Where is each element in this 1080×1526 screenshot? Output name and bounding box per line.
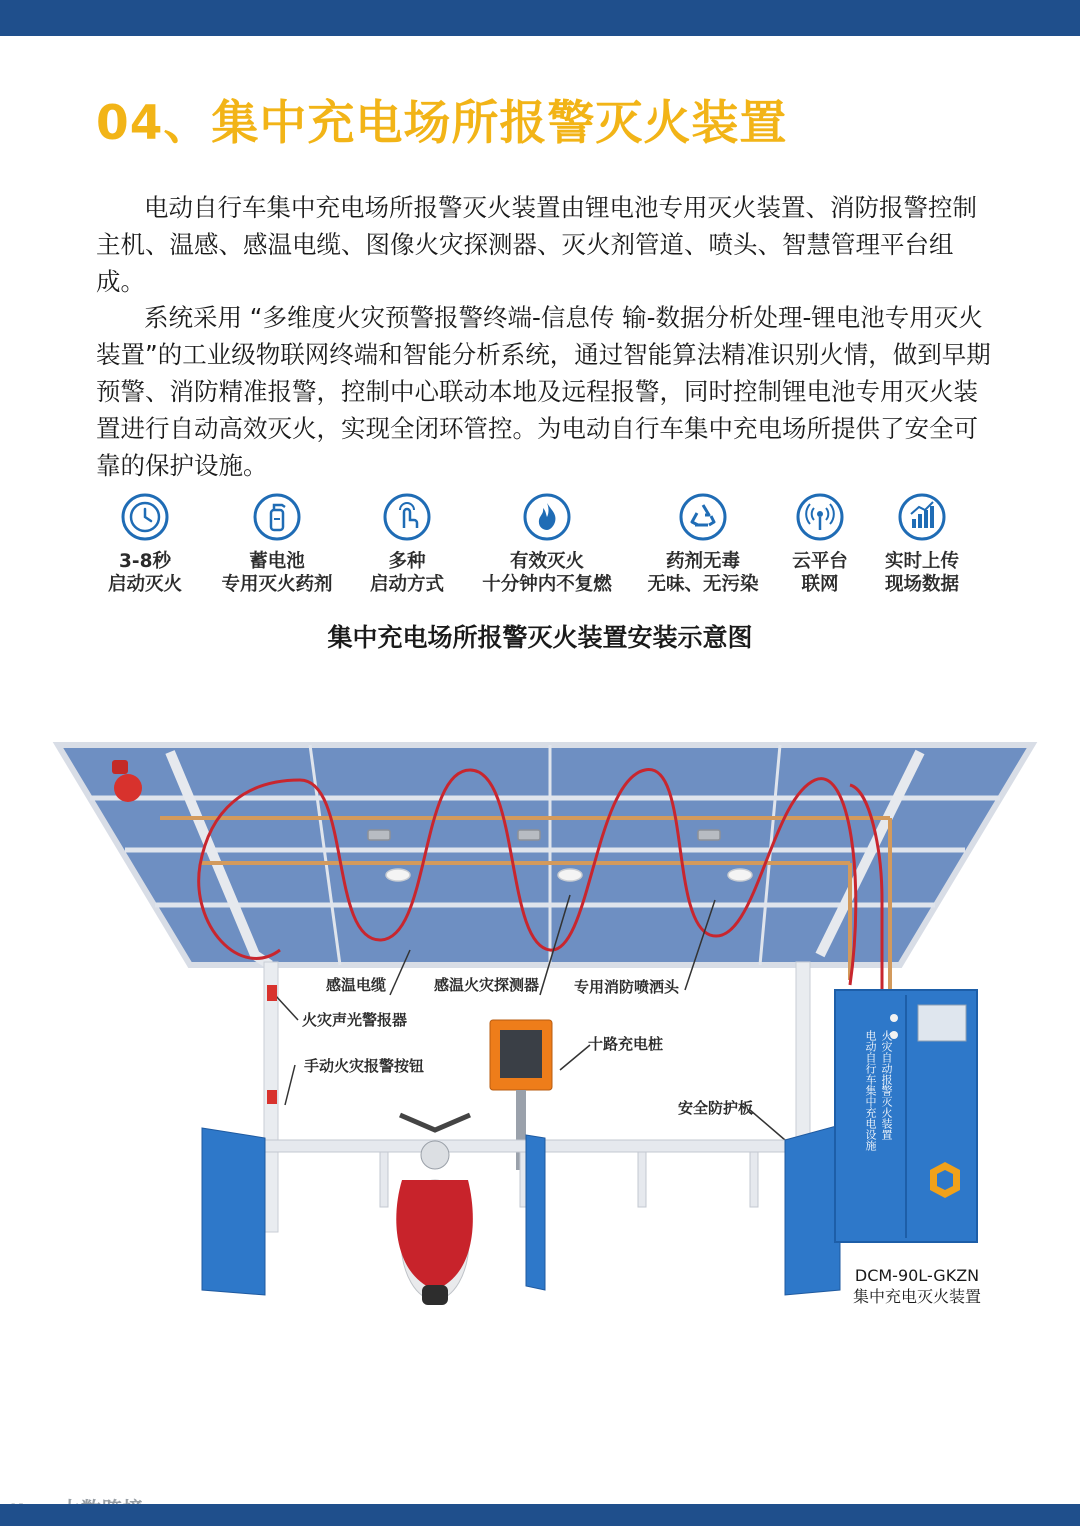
page-title: 04、集中充电场所报警灭火装置 <box>96 96 788 151</box>
label-sprinkler: 专用消防喷洒头 <box>574 978 680 996</box>
model-name: 集中充电灭火装置 <box>852 1287 981 1306</box>
feature-item <box>332 492 482 596</box>
label-guard-board: 安全防护板 <box>678 1099 754 1117</box>
feature-line1: 蓄电池 <box>249 551 305 572</box>
feature-item <box>847 492 997 596</box>
fire-extinguishing-cabinet <box>835 990 977 1242</box>
recycle-icon <box>678 492 728 542</box>
feature-line1: 云平台 <box>792 551 848 572</box>
label-manual-button: 手动火灾报警按钮 <box>304 1057 425 1075</box>
top-banner-bar <box>0 0 1080 36</box>
installation-illustration <box>50 700 1040 1350</box>
bottom-banner-bar <box>0 1504 1080 1526</box>
feature-line2: 启动灭火 <box>107 574 182 595</box>
flame-icon <box>522 492 572 542</box>
cloud-signal-icon <box>795 492 845 542</box>
feature-line1: 药剂无毒 <box>665 551 740 572</box>
feature-item <box>472 492 622 596</box>
label-charging-pile: 十路充电桩 <box>588 1035 664 1053</box>
feature-item <box>202 492 352 596</box>
diagram-title: 集中充电场所报警灭火装置安装示意图 <box>327 623 753 652</box>
feature-line2: 专用灭火药剂 <box>221 574 333 595</box>
chart-icon <box>897 492 947 542</box>
feature-line1: 3-8秒 <box>119 551 171 572</box>
feature-line1: 多种 <box>388 551 426 572</box>
model-number: DCM-90L-GKZN <box>854 1266 980 1285</box>
installation-diagram <box>50 700 1040 1350</box>
intro-paragraph: 电动自行车集中充电场所报警灭火装置由锂电池专用灭火装置、消防报警控制主机、温感、感温电缆、图像火灾探测器、灭火剂管道、喷头、智慧管理平台组成。 <box>96 193 977 296</box>
feature-line2: 启动方式 <box>369 574 444 595</box>
carport-roof <box>58 745 1032 965</box>
feature-line2: 联网 <box>801 574 839 595</box>
feature-line2: 十分钟内不复燃 <box>482 574 612 595</box>
label-heat-cable: 感温电缆 <box>326 976 387 994</box>
feature-line2: 现场数据 <box>884 574 959 595</box>
feature-icon-row <box>96 492 996 604</box>
feature-line1: 实时上传 <box>884 551 959 572</box>
guard-board-left <box>202 1128 265 1295</box>
feature-line1: 有效灭火 <box>509 551 584 572</box>
feature-item <box>70 492 220 596</box>
touch-icon <box>382 492 432 542</box>
label-heat-detector: 感温火灾探测器 <box>434 976 540 994</box>
clock-icon <box>120 492 170 542</box>
model-caption <box>852 1265 982 1307</box>
cabinet-text: 火灾自动报警灭火装置 <box>880 1030 893 1140</box>
extinguisher-icon <box>252 492 302 542</box>
label-alarm: 火灾声光警报器 <box>302 1011 408 1029</box>
cabinet-subtext: 电动自行车集中充电设施 <box>864 1030 877 1151</box>
feature-line2: 无味、无污染 <box>647 574 759 595</box>
guard-board-right <box>785 1125 840 1295</box>
system-paragraph: 系统采用 “多维度火灾预警报警终端-信息传 输-数据分析处理-锂电池专用灭火装置”的工业级物联网终端和智能分析系统，通过智能算法精准识别火情，做到早期预警、消防精准报警，控制中心联动本地及远程报警，同时控制锂电池专用灭火装置进行自动高效灭火，实现全闭环管控。为电动自行车集中充电场所提供了安全可靠的保护设施。 <box>96 303 991 480</box>
